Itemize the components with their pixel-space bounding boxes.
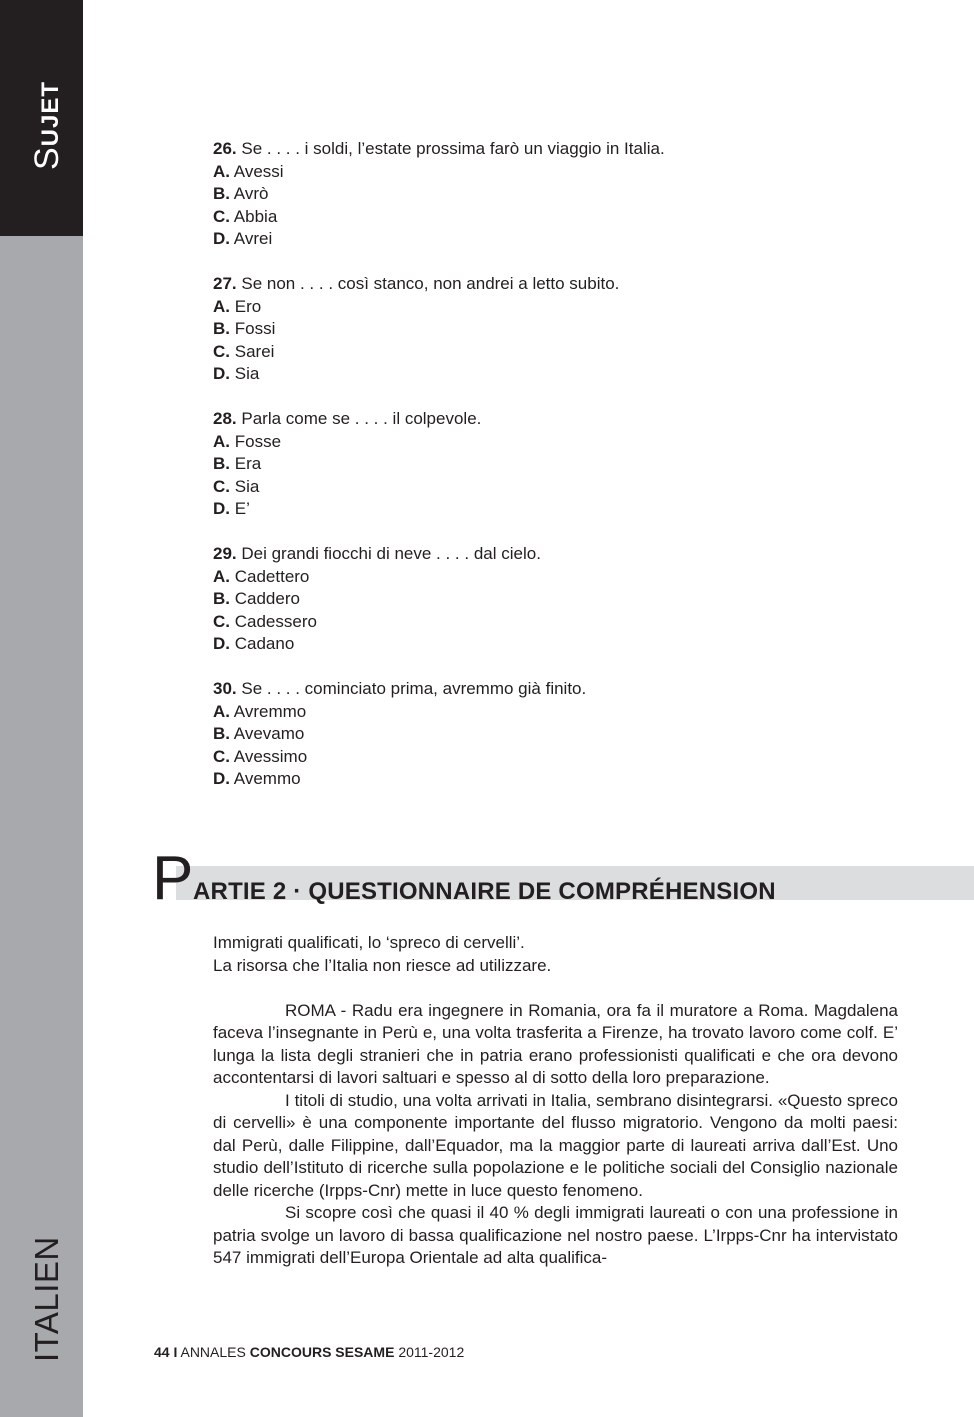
option-c: C. Cadessero bbox=[213, 611, 317, 631]
article-paragraph: I titoli di studio, una volta arrivati in Italia, sembrano disintegrarsi. «Questo spreco di cervelli» è una componente importante del flusso migratorio. Vengono da molti paesi: dal Perù, dalle Filippine, dall’Equador, ma la maggior parte di laureati arriva dall’Est. Uno studio dell’Istituto di ricerche sulla popolazione e le politiche sociali del Consiglio nazionale delle ricerche (Irpps-Cnr) mette in luce questo fenomeno. bbox=[213, 1090, 898, 1200]
option-c: C. Sia bbox=[213, 476, 260, 496]
footer-separator: I bbox=[173, 1344, 178, 1360]
question-text: Se . . . . i soldi, l’estate prossima farò un viaggio in Italia. bbox=[241, 139, 665, 158]
option-a: A. Avremmo bbox=[213, 701, 307, 721]
article-title-line-1: Immigrati qualificati, lo ‘spreco di cervelli’. bbox=[213, 933, 525, 952]
footer-years: 2011-2012 bbox=[398, 1344, 465, 1360]
option-a: A. Cadettero bbox=[213, 566, 310, 586]
option-d: D. Cadano bbox=[213, 634, 295, 653]
option-a: A. Fosse bbox=[213, 431, 282, 451]
article bbox=[213, 932, 898, 1270]
option-b: B. Era bbox=[213, 454, 262, 473]
option-d: D. Sia bbox=[213, 364, 260, 383]
article-paragraph: Si scopre così che quasi il 40 % degli immigrati laureati o con una professione in patria svolge un lavoro di bassa qualificazione nel nostro paese. L’Irpps-Cnr ha intervistato 547 immigrati dell’Europa Orientale ad alta qualifica- bbox=[213, 1203, 898, 1267]
option-c: C. Sarei bbox=[213, 341, 275, 361]
option-a: A. Avessi bbox=[213, 161, 284, 181]
question-number: 30. bbox=[213, 679, 237, 698]
page-number: 44 bbox=[154, 1344, 170, 1360]
page-footer bbox=[154, 1344, 464, 1360]
question-text: Dei grandi fiocchi di neve . . . . dal cielo. bbox=[241, 544, 541, 563]
option-d: D. Avemmo bbox=[213, 769, 301, 788]
option-b: B. Caddero bbox=[213, 589, 300, 608]
option-c: C. Avessimo bbox=[213, 746, 308, 766]
question-list bbox=[213, 138, 903, 813]
option-d: D. Avrei bbox=[213, 229, 273, 248]
option-b: B. Fossi bbox=[213, 319, 276, 338]
question-text: Se . . . . cominciato prima, avremmo già finito. bbox=[241, 679, 587, 698]
article-title-line-2: La risorsa che l’Italia non riesce ad utilizzare. bbox=[213, 955, 552, 975]
question-27 bbox=[213, 273, 903, 386]
sidebar-subject-label: ITALIEN bbox=[28, 1236, 65, 1362]
question-number: 27. bbox=[213, 274, 237, 293]
question-29 bbox=[213, 543, 903, 656]
article-title bbox=[213, 932, 898, 977]
question-30 bbox=[213, 678, 903, 791]
sidebar-sujet-initial: S bbox=[28, 146, 66, 170]
question-28 bbox=[213, 408, 903, 521]
sidebar-sujet-rest: UJET bbox=[37, 80, 64, 147]
footer-concours: CONCOURS SESAME bbox=[249, 1344, 395, 1360]
option-b: B. Avevamo bbox=[213, 724, 305, 743]
question-number: 26. bbox=[213, 139, 237, 158]
question-number: 28. bbox=[213, 409, 237, 428]
option-c: C. Abbia bbox=[213, 206, 278, 226]
section-heading-title: ARTIE 2 · QUESTIONNAIRE DE COMPRÉHENSION bbox=[193, 878, 776, 905]
question-text: Parla come se . . . . il colpevole. bbox=[241, 409, 482, 428]
option-b: B. Avrò bbox=[213, 184, 269, 203]
sidebar-sujet-label bbox=[28, 81, 67, 170]
question-26 bbox=[213, 138, 903, 251]
question-text: Se non . . . . così stanco, non andrei a letto subito. bbox=[241, 274, 620, 293]
option-d: D. E’ bbox=[213, 499, 250, 518]
section-heading-initial: P bbox=[152, 844, 192, 913]
footer-annales: ANNALES bbox=[180, 1344, 246, 1360]
option-a: A. Ero bbox=[213, 296, 262, 316]
question-number: 29. bbox=[213, 544, 237, 563]
article-paragraph: ROMA - Radu era ingegnere in Romania, ora fa il muratore a Roma. Magdalena faceva l’insegnante in Perù e, una volta trasferita a Firenze, ha trovato lavoro come colf. E’ lunga la lista degli stranieri che in patria erano professionisti qualificati e che ora devono accontentarsi di lavori saltuari e spesso al di sotto della loro preparazione. bbox=[213, 1000, 898, 1087]
